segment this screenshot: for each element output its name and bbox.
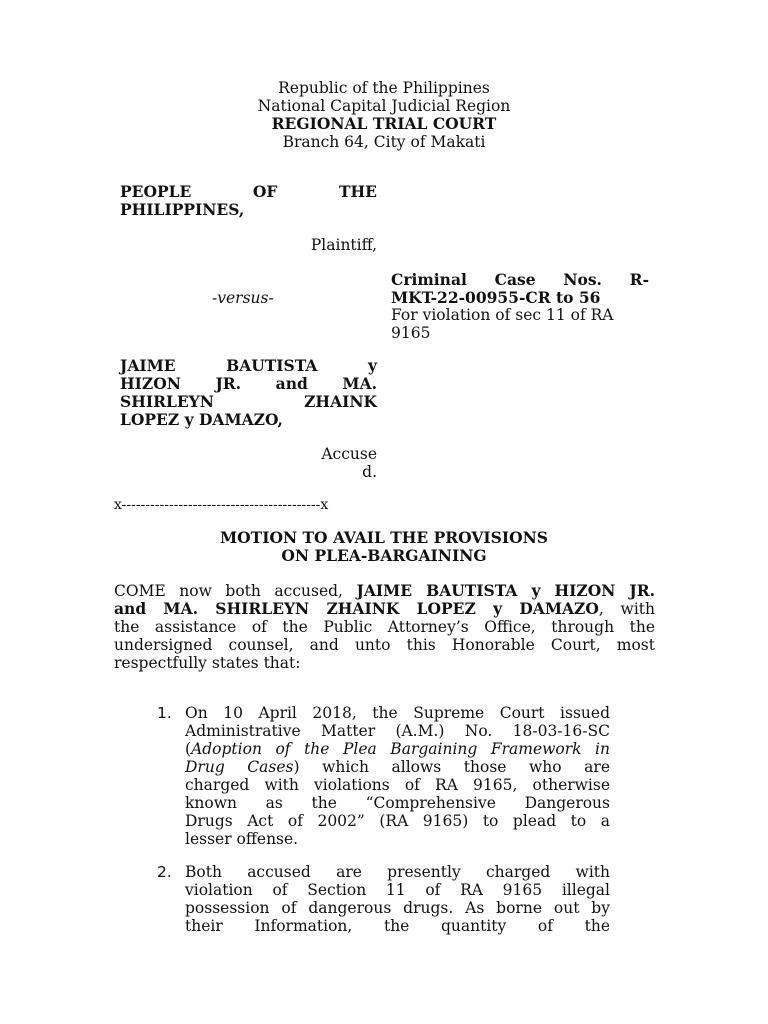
- accused-line2: HIZON JR. and MA.: [120, 374, 377, 393]
- item-1-line2: Administrative Matter (A.M.) No. 18-03-16-SC: [185, 722, 610, 740]
- case-number-line2: MKT-22-00955-CR to 56: [391, 288, 601, 307]
- plaintiff-name-line2: PHILIPPINES,: [120, 200, 245, 219]
- caption-separator: x------------------------------------------x: [114, 497, 329, 513]
- intro-line1-text: COME now both accused,: [114, 582, 357, 600]
- item-1-line4-italic: Drug Cases: [185, 758, 294, 776]
- header-region: National Capital Judicial Region: [257, 97, 511, 115]
- intro-line4: undersigned counsel, and unto this Honorable Court, most: [114, 636, 655, 654]
- item-1-line8: lesser offense.: [185, 830, 299, 848]
- plaintiff-name-line1: PEOPLE OF THE: [120, 182, 377, 201]
- header-republic: Republic of the Philippines: [278, 79, 490, 97]
- item-1-text: [185, 704, 610, 848]
- item-1-line3-italic: Adoption of the Plea Bargaining Framework in: [191, 740, 610, 758]
- item-1-line1: On 10 April 2018, the Supreme Court issued: [185, 704, 610, 722]
- item-1-line4-text: ) which allows those who are: [293, 758, 610, 776]
- intro-line5: respectfully states that:: [114, 654, 301, 672]
- item-1-line6: known as the “Comprehensive Dangerous: [185, 794, 610, 812]
- violation-line1: For violation of sec 11 of RA: [391, 306, 614, 324]
- versus-label: -versus-: [212, 289, 274, 307]
- item-2-number: 2.: [157, 863, 172, 881]
- accused-line3: SHIRLEYN ZHAINK: [120, 392, 377, 411]
- accused-line4: LOPEZ y DAMAZO,: [120, 410, 283, 429]
- case-number-line1: Criminal Case Nos. R-: [391, 270, 649, 289]
- intro-line2-text: , with: [598, 600, 655, 618]
- motion-title-line1: MOTION TO AVAIL THE PROVISIONS: [220, 528, 548, 547]
- header-court: REGIONAL TRIAL COURT: [271, 114, 497, 133]
- intro-line3: the assistance of the Public Attorney’s Office, through the: [114, 618, 655, 636]
- accused-role-line2: d.: [362, 463, 377, 481]
- item-1-line3-paren: (: [185, 740, 192, 758]
- court-header: [0, 79, 768, 151]
- intro-line2-names: and MA. SHIRLEYN ZHAINK LOPEZ y DAMAZO: [114, 599, 599, 618]
- intro-paragraph: [114, 582, 655, 672]
- item-2-line2: violation of Section 11 of RA 9165 illegal: [185, 881, 610, 899]
- item-1-line7: Drugs Act of 2002” (RA 9165) to plead to a: [185, 812, 610, 830]
- item-2-line1: Both accused are presently charged with: [185, 863, 610, 881]
- item-1-line5: charged with violations of RA 9165, otherwise: [185, 776, 610, 794]
- accused-line1: JAIME BAUTISTA y: [120, 356, 377, 375]
- intro-line1-names: JAIME BAUTISTA y HIZON JR.: [356, 581, 655, 600]
- item-1-number: 1.: [157, 704, 172, 722]
- item-2-text: [185, 863, 610, 935]
- plaintiff-role: Plaintiff,: [310, 236, 377, 254]
- motion-title-line2: ON PLEA-BARGAINING: [281, 546, 487, 565]
- item-2-line4: their Information, the quantity of the: [185, 917, 610, 935]
- item-2-line3: possession of dangerous drugs. As borne out by: [185, 899, 610, 917]
- header-branch: Branch 64, City of Makati: [282, 133, 486, 151]
- violation-line2: 9165: [391, 324, 431, 342]
- accused-role-line1: Accuse: [321, 445, 377, 463]
